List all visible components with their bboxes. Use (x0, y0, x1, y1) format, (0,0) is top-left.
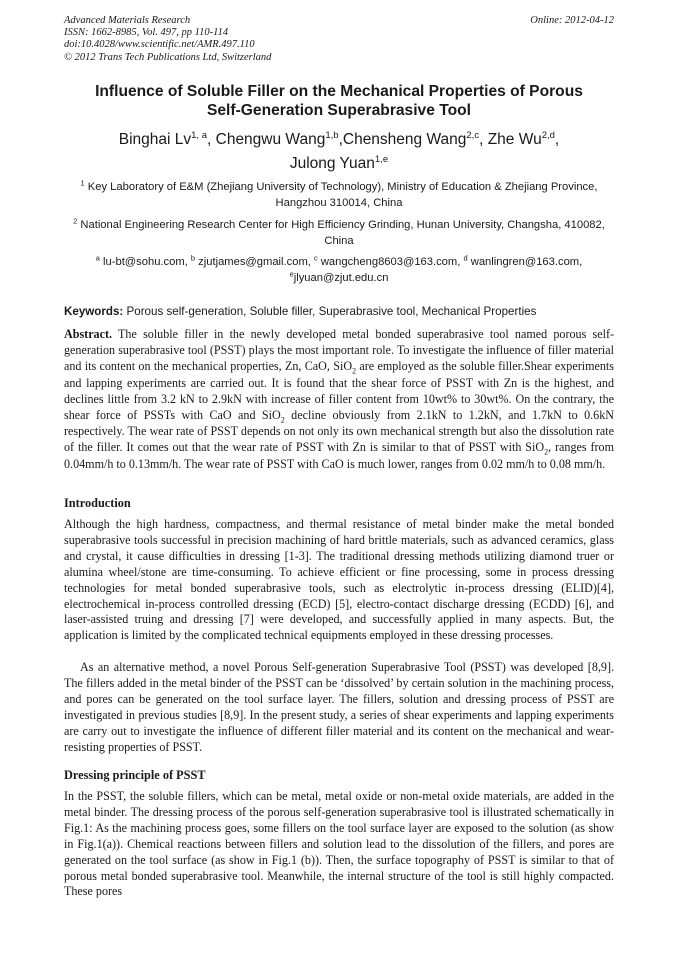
author-name: Chengwu Wang (215, 131, 326, 148)
email-separator: , (184, 256, 191, 268)
author-separator: , (479, 131, 488, 148)
abstract-text: The soluble filler in the newly developed metal bonded superabrasive tool named porous self-generation superabrasive tool (PSST) plays the most important role. To investigate the influence of filler material and its content on the mechanical properties, Zn, CaO, SiO (64, 327, 615, 374)
author-separator: , (207, 131, 216, 148)
affiliation-1 (64, 180, 614, 211)
author-name: Chensheng Wang (342, 131, 467, 148)
email-address: lu-bt@sohu.com (103, 256, 185, 268)
email-separator: , (307, 256, 314, 268)
author-emails (64, 255, 614, 286)
journal-doi: doi:10.4028/www.scientific.net/AMR.497.110 (64, 39, 255, 51)
subscript: 2 (352, 366, 357, 376)
subscript: 2 (280, 415, 285, 425)
email-mark: d (463, 253, 468, 263)
email-mark: b (190, 253, 196, 263)
abstract-text: are employed as the soluble filler.Shear experiments and lapping experiments are carried out. It is found that the shear force of PSST with Zn is the highest, and declines little from 3.2 kN to 2.9kN with increase of filler content from 10wt% to 30wt%. On the contrary, the shear force of PSSTs with CaO and SiO (64, 359, 614, 423)
affiliation-mark: 1 (80, 178, 85, 188)
email-separator: , (457, 256, 464, 268)
journal-issn: ISSN: 1662-8985, Vol. 497, pp 110-114 (64, 27, 229, 39)
journal-copyright: © 2012 Trans Tech Publications Ltd, Switzerland (64, 51, 272, 63)
online-date: Online: 2012-04-12 (530, 15, 614, 26)
author-name: Binghai Lv (118, 131, 192, 148)
email-mark: a (95, 253, 100, 263)
affiliation-text: Key Laboratory of E&M (Zhejiang University of Technology), Ministry of Education & Zhejiang Province, Hangzhou 310014, China (87, 181, 598, 209)
author-separator: , (338, 131, 343, 148)
email-address: jlyuan@zjut.edu.cn (293, 271, 389, 284)
author-affiliation-mark: 2,d (541, 129, 555, 141)
author-separator: , (554, 131, 560, 148)
paper-title (64, 82, 614, 120)
author-affiliation-mark: 1,e (374, 153, 389, 165)
email-address: wangcheng8603@163.com (320, 256, 458, 268)
keywords (64, 305, 614, 319)
abstract-text: , ranges from 0.04mm/h to 0.13mm/h. The wear rate of PSST with CaO is much lower, ranges from 0.02 mm/h to 0.08 mm/h. (64, 440, 614, 471)
title-line-1: Influence of Soluble Filler on the Mechanical Properties of Porous (95, 83, 583, 100)
author-list (64, 128, 614, 176)
email-separator: , (579, 256, 583, 268)
affiliation-text: National Engineering Research Center for High Efficiency Grinding, Hunan University, Changsha, 410082, China (80, 219, 605, 247)
introduction-paragraph-1: Although the high hardness, compactness, and thermal resistance of metal binder make the metal bonded superabrasive tools successful in precision machining of hard brittle materials, such as advanced ceramics, glass and crystal, it cause difficulties in dressing [1-3]. The traditional dressing methods utilizing diamond truer or alumina wheel/stone are time-consuming. To achieve efficient or fine processing, some in process dressing technologies for metal bonded superabrasive tools, such as electrolytic in-process dressing (ELID)[4], electrochemical in-process controlled dressing (ECD) [5], electro-contact discharge dressing (ECDD) [6], and laser-assisted truing and dressing [7] were developed, and successfully applied in many aspects. But, the application is limited by the complicated technical equipments employed in these dressing processes. (64, 517, 614, 643)
section-heading-dressing: Dressing principle of PSST (64, 768, 206, 782)
introduction-paragraph-2: As an alternative method, a novel Porous Self-generation Superabrasive Tool (PSST) was developed [8,9]. The fillers added in the metal binder of the PSST can be ‘dissolved’ by certain solution in the machining process, and pores can be generated on the tool surface layer. The fillers, solution and dressing process of PSST are investigated in previous studies [8,9]. In the present study, a series of shear experiments and lapping experiments are carry out to investigate the influence of different filler material and its content on the mechanical and wear-resisting properties of PSST. (64, 660, 614, 754)
email-address: zjutjames@gmail.com (198, 256, 308, 268)
subscript: 2 (544, 447, 549, 457)
author-name: Julong Yuan (289, 155, 375, 172)
keywords-text: Porous self-generation, Soluble filler, Superabrasive tool, Mechanical Properties (126, 305, 537, 318)
keywords-label: Keywords: (64, 305, 124, 318)
affiliation-mark: 2 (73, 216, 78, 226)
section-heading-introduction: Introduction (64, 496, 131, 510)
abstract (64, 326, 614, 472)
author-affiliation-mark: 2,c (466, 129, 480, 141)
author-affiliation-mark: 1,b (325, 129, 339, 141)
journal-name: Advanced Materials Research (64, 15, 191, 26)
author-affiliation-mark: 1, a (191, 129, 207, 141)
email-mark: c (313, 253, 318, 263)
journal-header (64, 15, 271, 64)
affiliation-2 (64, 218, 614, 249)
abstract-text: decline obviously from 2.1kN to 1.2kN, and 1.7kN to 0.6kN respectively. The wear rate of PSST depends on not only its own mechanical strength but also the dissolution rate of the filler. It comes out that the wear rate of PSST with Zn is similar to that of PSST with SiO (64, 408, 615, 455)
email-address: wanlingren@163.com (470, 256, 580, 268)
email-mark: e (289, 268, 294, 278)
author-name: Zhe Wu (487, 131, 542, 148)
title-line-2: Self-Generation Superabrasive Tool (206, 102, 471, 119)
dressing-paragraph-1: In the PSST, the soluble fillers, which can be metal, metal oxide or non-metal oxide materials, are added in the metal binder. The dressing process of the porous self-generation superabrasive tool is illustrated schematically in Fig.1: As the machining process goes, some fillers on the tool surface layer are exposed to the solution (as show in Fig.1(a)). Chemical reactions between fillers and solution lead to the dissolution of the fillers, and pores are generated on the tool surface (as show in Fig.1 (b)). Then, the surface topography of PSST is similar to that of porous metal bonded superabrasive tool. Meanwhile, the internal structure of the tool is still highly compacted. These pores (64, 789, 614, 899)
abstract-label: Abstract. (64, 327, 113, 341)
